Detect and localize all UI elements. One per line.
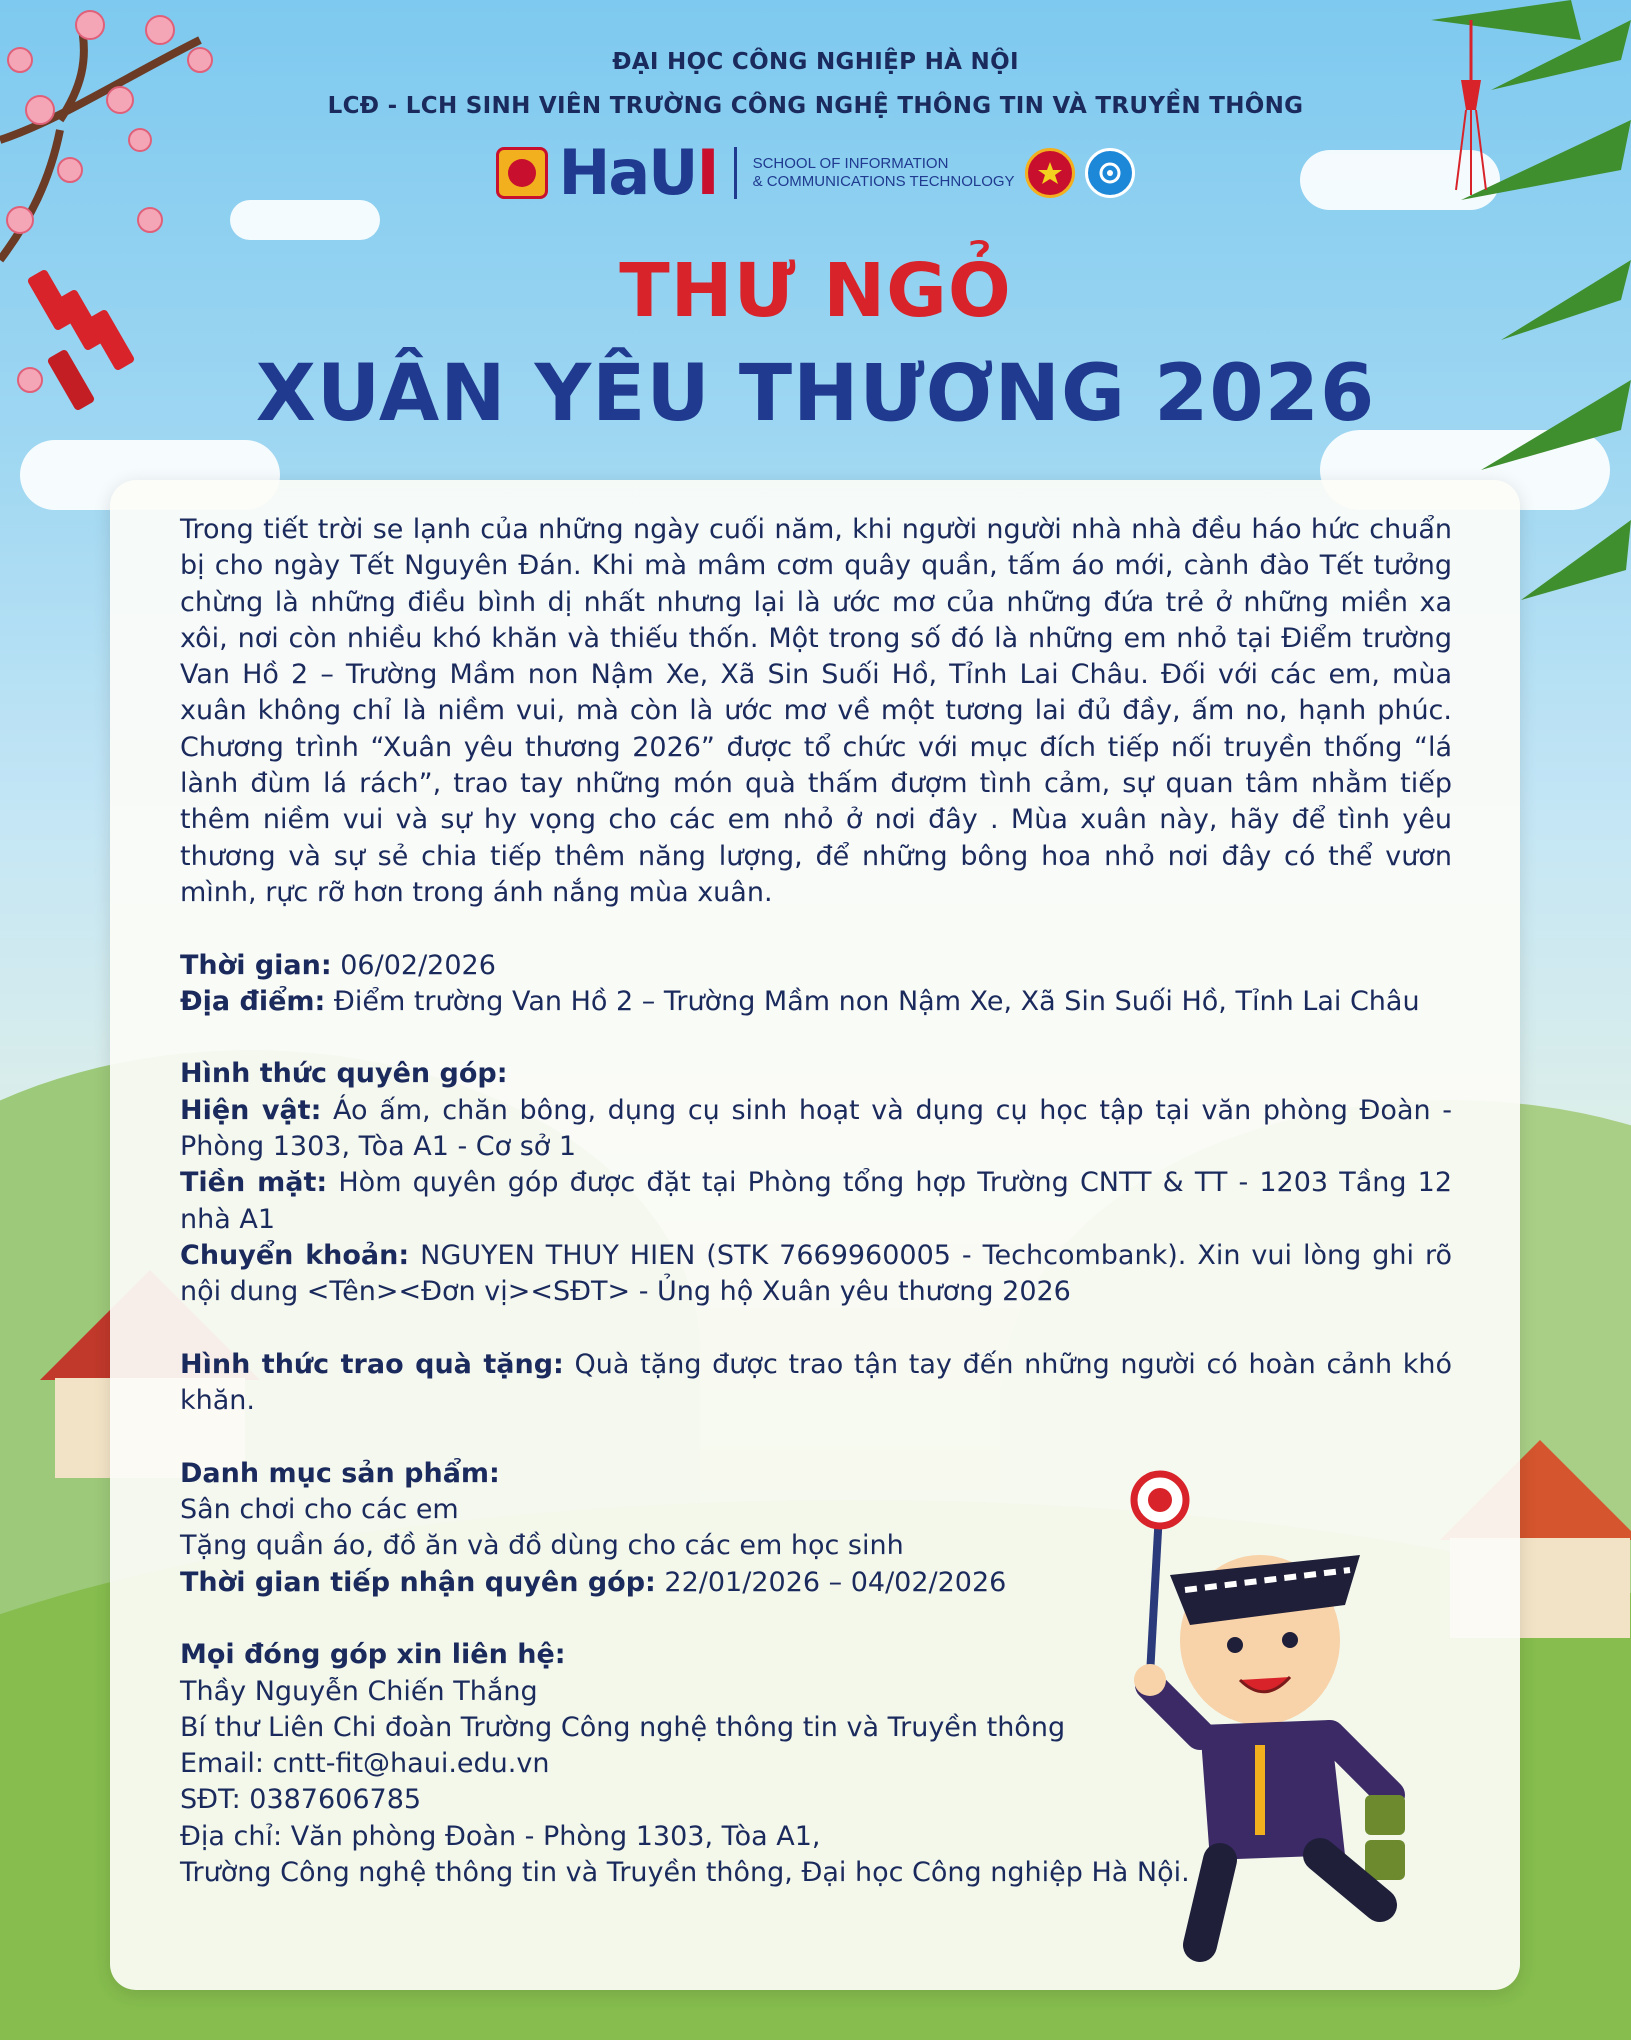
contact-address: Trường Công nghệ thông tin và Truyền thông, Đại học Công nghiệp Hà Nội. <box>180 1856 1190 1888</box>
haui-logo-text: HaU <box>558 136 697 209</box>
transfer-value: NGUYEN THUY HIEN (STK 7669960005 - Techcombank). Xin vui lòng ghi rõ nội dung <Tên><Đơn vị><SĐT> - Ủng hộ Xuân yêu thương 2026 <box>180 1239 1453 1308</box>
donation-heading: Hình thức quyên góp: <box>180 1058 508 1090</box>
inkind-line <box>180 1093 1452 1166</box>
contact-heading: Mọi đóng góp xin liên hệ: <box>180 1639 566 1671</box>
haui-logo <box>558 136 718 209</box>
gift-value: Quà tặng được trao tận tay đến những người có hoàn cảnh khó khăn. <box>180 1348 1452 1417</box>
school-line2: & COMMUNICATIONS TECHNOLOGY <box>752 173 1015 190</box>
letter-title: THƯ NGỎ <box>619 248 1012 334</box>
school-name <box>753 155 1015 191</box>
youth-union-logo-icon <box>1025 148 1075 198</box>
receive-value: 22/01/2026 – 04/02/2026 <box>655 1566 1007 1598</box>
contact-role: Bí thư Liên Chi đoàn Trường Công nghệ thông tin và Truyền thông <box>180 1711 1066 1743</box>
inkind-value: Áo ấm, chăn bông, dụng cụ sinh hoạt và dụng cụ học tập tại văn phòng Đoàn - Phòng 1303, Tòa A1 - Cơ sở 1 <box>180 1094 1453 1163</box>
inkind-label: Hiện vật: <box>180 1094 322 1126</box>
program-title: XUÂN YÊU THƯƠNG 2026 <box>255 349 1376 439</box>
cash-value: Hòm quyên góp được đặt tại Phòng tổng hợp Trường CNTT & TT - 1203 Tầng 12 nhà A1 <box>180 1167 1452 1235</box>
time-label: Thời gian: <box>180 949 332 981</box>
mascot-child-icon <box>1130 1465 1460 1965</box>
contact-address: Địa chỉ: Văn phòng Đoàn - Phòng 1303, Tòa A1, <box>180 1820 821 1852</box>
haui-logo-i: I <box>696 136 718 209</box>
place-label: Địa điểm: <box>180 985 326 1017</box>
header <box>0 40 1631 442</box>
product-item: Sân chơi cho các em <box>180 1494 459 1526</box>
place-line <box>180 984 1452 1020</box>
contact-phone: SĐT: 0387606785 <box>180 1784 422 1816</box>
time-line <box>180 948 1452 984</box>
school-line1: SCHOOL OF INFORMATION <box>752 155 949 172</box>
intro-paragraph: Trong tiết trời se lạnh của những ngày cuối năm, khi người người nhà nhà đều háo hức chuẩn bị cho ngày Tết Nguyên Đán. Khi mà mâm cơm quây quần, tấm áo mới, cành đào Tết tưởng chừng là những điều bình dị nhất nhưng lại là ước mơ của những đứa trẻ ở những miền xa xôi, nơi còn nhiều khó khăn và thiếu thốn. Một trong số đó là những em nhỏ tại Điểm trường Van Hồ 2 – Trường Mầm non Nậm Xe, Xã Sin Suối Hồ, Tỉnh Lai Châu. Đối với các em, mùa xuân không chỉ là niềm vui, mà còn là ước mơ về một tương lai đủ đầy, ấm no, hạnh phúc. Chương trình “Xuân yêu thương 2026” được tổ chức với mục đích tiếp nối truyền thống “lá lành đùm lá rách”, trao tay những món quà thấm đượm tình cảm, sự quan tâm nhằm tiếp thêm niềm vui và sự hy vọng cho các em nhỏ ở nơi đây . Mùa xuân này, hãy để tình yêu thương và sự sẻ chia tiếp thêm năng lượng, để những bông hoa nhỏ nơi đây có thể vươn mình, rực rỡ hơn trong ánh nắng mùa xuân. <box>180 514 1452 908</box>
product-item: Tặng quần áo, đồ ăn và đồ dùng cho các em học sinh <box>180 1530 904 1562</box>
gift-line <box>180 1347 1452 1420</box>
transfer-line <box>180 1238 1452 1311</box>
transfer-label: Chuyển khoản: <box>180 1239 410 1271</box>
contact-email: Email: cntt-fit@haui.edu.vn <box>180 1748 550 1780</box>
products-heading: Danh mục sản phẩm: <box>180 1457 500 1489</box>
student-association-logo-icon <box>1085 148 1135 198</box>
contact-name: Thầy Nguyễn Chiến Thắng <box>180 1675 538 1707</box>
logo-divider <box>734 147 737 199</box>
cash-line <box>180 1165 1452 1238</box>
place-value: Điểm trường Van Hồ 2 – Trường Mầm non Nậm Xe, Xã Sin Suối Hồ, Tỉnh Lai Châu <box>325 985 1420 1017</box>
time-value: 06/02/2026 <box>331 949 496 981</box>
haui-badge-icon <box>496 147 548 199</box>
gift-label: Hình thức trao quà tặng: <box>180 1348 564 1380</box>
receive-label: Thời gian tiếp nhận quyên góp: <box>180 1566 656 1598</box>
unit-name: LCĐ - LCH SINH VIÊN TRƯỜNG CÔNG NGHỆ THÔNG TIN VÀ TRUYỀN THÔNG <box>327 93 1304 119</box>
logo-row <box>0 138 1631 208</box>
cash-label: Tiền mặt: <box>180 1167 328 1199</box>
university-name: ĐẠI HỌC CÔNG NGHIỆP HÀ NỘI <box>612 49 1019 75</box>
